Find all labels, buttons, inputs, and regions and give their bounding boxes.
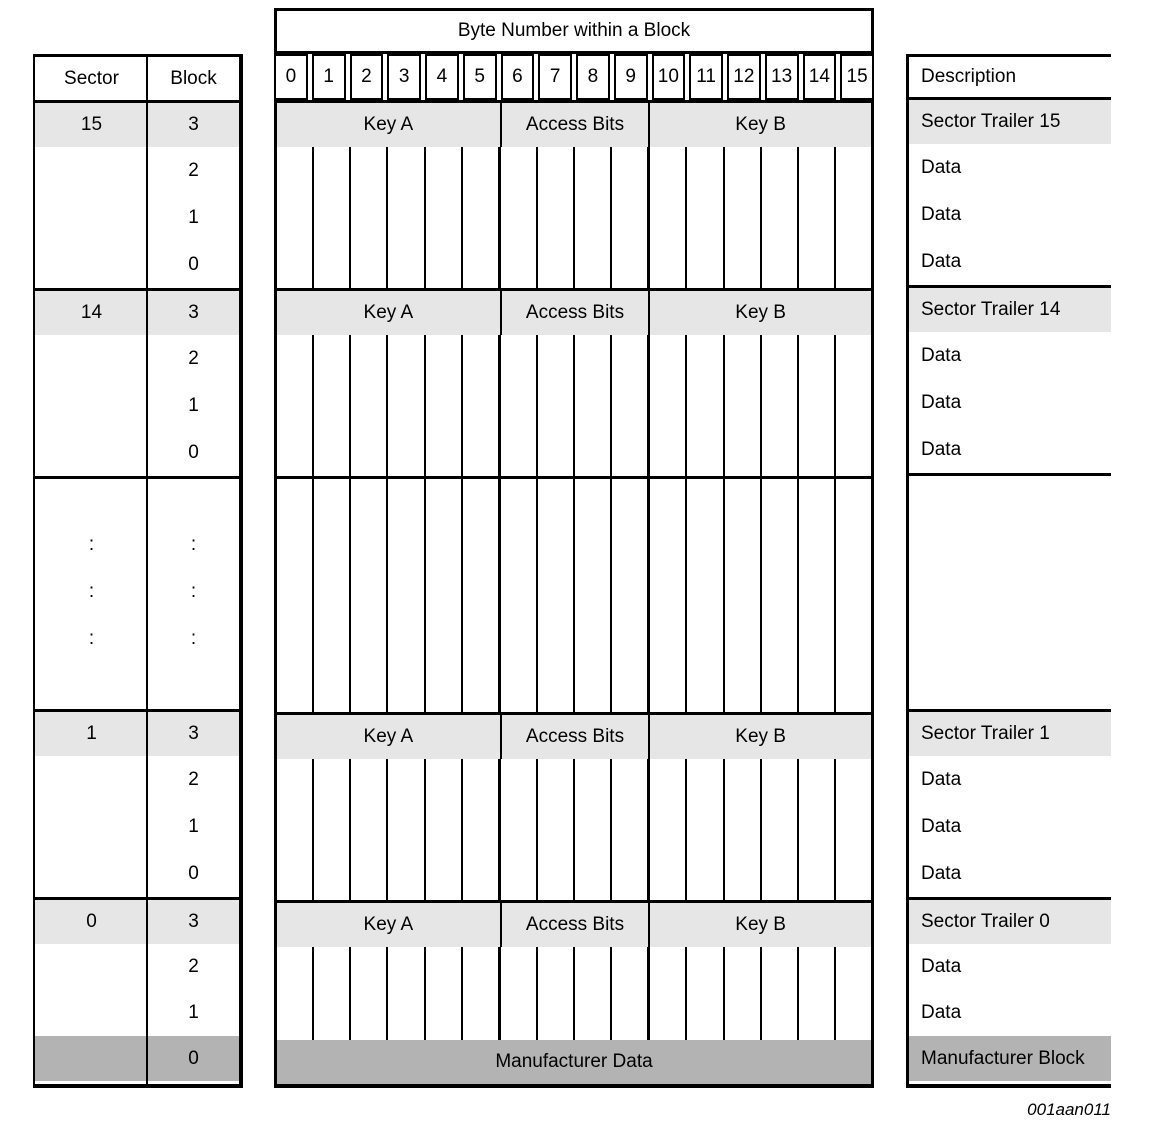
ellipsis: :	[190, 580, 197, 602]
block-row	[35, 147, 239, 194]
description-group-1	[909, 709, 1111, 897]
byte-column	[388, 947, 425, 1040]
byte-column	[538, 335, 575, 476]
byte-column	[612, 335, 650, 476]
byte-cell: 4	[425, 54, 459, 100]
data-label: Data	[921, 815, 962, 837]
key-a-cell: Key A	[363, 114, 414, 135]
byte-column	[277, 479, 314, 712]
data-label: Data	[921, 1002, 962, 1023]
block-number: 0	[188, 1047, 199, 1069]
byte-number-title: Byte Number within a Block	[274, 8, 874, 54]
byte-column	[426, 759, 463, 900]
byte-column	[725, 947, 762, 1040]
block-number: 3	[188, 302, 199, 323]
ellipsis: :	[88, 580, 95, 602]
block-row	[35, 803, 239, 850]
sector-number: 14	[80, 302, 103, 323]
byte-column	[762, 759, 799, 900]
description-group-14	[909, 285, 1111, 473]
byte-column	[687, 479, 724, 712]
sector-trailer-label: Sector Trailer 14	[909, 288, 1111, 332]
byte-column	[836, 479, 871, 712]
byte-column	[762, 147, 799, 288]
block-row	[35, 382, 239, 429]
data-blocks-area	[277, 759, 871, 900]
manufacturer-block-label: Manufacturer Block	[909, 1036, 1111, 1081]
block-row	[35, 850, 239, 897]
byte-column	[538, 479, 575, 712]
sector-trailer-label: Sector Trailer 0	[909, 900, 1111, 944]
byte-column	[463, 335, 501, 476]
byte-column	[463, 479, 501, 712]
byte-cell: 10	[652, 54, 686, 100]
block-row	[35, 241, 239, 288]
sector-number: 15	[80, 114, 103, 135]
sector-number: 1	[86, 723, 97, 744]
byte-column	[575, 947, 612, 1040]
byte-column	[650, 335, 687, 476]
data-label: Data	[921, 768, 962, 790]
byte-cell: 13	[765, 54, 799, 100]
sector-group-0	[35, 897, 239, 1081]
ellipsis: :	[190, 533, 197, 555]
byte-column	[762, 479, 799, 712]
block-number: 2	[188, 768, 199, 790]
byte-column	[501, 147, 538, 288]
byte-column	[612, 947, 650, 1040]
block-column-header: Block	[170, 67, 217, 89]
key-b-cell: Key B	[648, 715, 871, 759]
byte-column	[426, 335, 463, 476]
ellipsis-row	[35, 568, 239, 615]
byte-column	[388, 335, 425, 476]
sector-number: 0	[86, 911, 97, 932]
block-number: 3	[188, 114, 199, 135]
byte-column	[426, 147, 463, 288]
byte-column	[725, 147, 762, 288]
block-row	[35, 194, 239, 241]
sector-column-header: Sector	[64, 67, 119, 89]
byte-column	[575, 479, 612, 712]
byte-cell: 3	[387, 54, 421, 100]
byte-cell: 2	[350, 54, 384, 100]
key-b-cell: Key B	[648, 291, 871, 335]
byte-cell: 15	[840, 54, 874, 100]
byte-column	[277, 759, 314, 900]
figure-id: 001aan011	[1027, 1100, 1111, 1119]
byte-column	[836, 759, 871, 900]
data-label: Data	[921, 203, 962, 225]
byte-cell: 6	[501, 54, 535, 100]
byte-map-ellipsis-section	[277, 476, 871, 712]
manufacturer-data-row: Manufacturer Data	[277, 1040, 871, 1084]
sector-group-15	[35, 100, 239, 288]
byte-column	[426, 479, 463, 712]
byte-column	[501, 479, 538, 712]
data-blocks-area	[277, 335, 871, 476]
byte-column	[314, 947, 351, 1040]
byte-column	[799, 947, 836, 1040]
data-label: Data	[921, 344, 962, 366]
sector-trailer-row	[277, 903, 871, 947]
byte-column	[277, 147, 314, 288]
description-group-0	[909, 897, 1111, 1081]
byte-map-sector-15	[277, 103, 871, 288]
byte-column	[687, 147, 724, 288]
sector-trailer-row	[277, 715, 871, 759]
description-table	[906, 54, 1111, 1088]
description-header: Description	[909, 54, 1111, 97]
byte-column	[538, 947, 575, 1040]
sector-trailer-row	[277, 291, 871, 335]
byte-map-sector-0	[277, 900, 871, 1084]
byte-column	[575, 759, 612, 900]
byte-column	[351, 947, 388, 1040]
byte-column	[388, 479, 425, 712]
block-number: 3	[188, 723, 199, 744]
block-number: 2	[188, 159, 199, 181]
byte-column	[612, 147, 650, 288]
byte-column	[388, 759, 425, 900]
byte-column	[501, 947, 538, 1040]
byte-map-sector-14	[277, 288, 871, 476]
byte-column	[538, 147, 575, 288]
ellipsis: :	[190, 627, 197, 649]
byte-column	[687, 947, 724, 1040]
access-bits-cell: Access Bits	[500, 903, 649, 947]
byte-column	[426, 947, 463, 1040]
data-blocks-area	[277, 479, 871, 712]
block-number: 3	[188, 911, 199, 932]
sector-group-14	[35, 288, 239, 476]
byte-column	[725, 335, 762, 476]
byte-column	[650, 147, 687, 288]
byte-column	[612, 479, 650, 712]
byte-cell: 8	[576, 54, 610, 100]
data-label: Data	[921, 250, 962, 272]
byte-number-header-row	[274, 54, 874, 100]
sector-block-table	[33, 54, 243, 1088]
manufacturer-block-row	[35, 1036, 239, 1081]
sector-trailer-row	[35, 900, 239, 944]
key-b-cell: Key B	[648, 903, 871, 947]
byte-column	[463, 759, 501, 900]
byte-column	[575, 147, 612, 288]
key-b-cell: Key B	[648, 103, 871, 147]
sector-group-1	[35, 709, 239, 897]
block-row	[35, 429, 239, 476]
sector-trailer-label: Sector Trailer 1	[909, 712, 1111, 756]
ellipsis-row	[35, 615, 239, 662]
byte-cell: 1	[312, 54, 346, 100]
byte-column	[314, 479, 351, 712]
block-number: 1	[188, 206, 199, 228]
byte-column	[575, 335, 612, 476]
byte-column	[799, 147, 836, 288]
byte-column	[799, 335, 836, 476]
byte-column	[762, 947, 799, 1040]
byte-column	[836, 335, 871, 476]
byte-column	[314, 759, 351, 900]
ellipsis: :	[88, 627, 95, 649]
byte-cell: 14	[803, 54, 837, 100]
key-a-cell: Key A	[363, 914, 414, 935]
ellipsis: :	[88, 533, 95, 555]
byte-column	[351, 479, 388, 712]
byte-column	[538, 759, 575, 900]
block-number: 2	[188, 956, 199, 977]
byte-column	[463, 147, 501, 288]
block-row	[35, 756, 239, 803]
byte-column	[687, 335, 724, 476]
byte-column	[612, 759, 650, 900]
byte-column	[650, 479, 687, 712]
byte-cell: 7	[538, 54, 572, 100]
data-label: Data	[921, 862, 962, 884]
byte-cell: 12	[727, 54, 761, 100]
data-label: Data	[921, 156, 962, 178]
data-label: Data	[921, 438, 962, 460]
data-blocks-area	[277, 947, 871, 1040]
byte-column	[836, 147, 871, 288]
byte-cell: 0	[274, 54, 308, 100]
block-row	[35, 990, 239, 1036]
sector-trailer-row	[35, 103, 239, 147]
byte-column	[799, 479, 836, 712]
byte-column	[725, 759, 762, 900]
data-label: Data	[921, 391, 962, 413]
byte-cell: 11	[689, 54, 723, 100]
data-label: Data	[921, 956, 962, 977]
access-bits-cell: Access Bits	[500, 103, 649, 147]
block-number: 1	[188, 1002, 199, 1023]
access-bits-cell: Access Bits	[500, 291, 649, 335]
byte-column	[314, 335, 351, 476]
block-row	[35, 335, 239, 382]
byte-column	[314, 147, 351, 288]
byte-column	[799, 759, 836, 900]
ellipsis-row	[35, 521, 239, 568]
column-divider	[146, 54, 148, 1084]
byte-column	[388, 147, 425, 288]
description-group-15	[909, 97, 1111, 285]
byte-column	[687, 759, 724, 900]
byte-column	[650, 947, 687, 1040]
byte-column	[277, 335, 314, 476]
block-number: 1	[188, 815, 199, 837]
block-number: 0	[188, 441, 199, 463]
data-blocks-area	[277, 147, 871, 288]
access-bits-cell: Access Bits	[500, 715, 649, 759]
block-number: 0	[188, 862, 199, 884]
ellipsis-section	[35, 476, 239, 709]
byte-column	[463, 947, 501, 1040]
sector-trailer-label: Sector Trailer 15	[909, 100, 1111, 144]
byte-cell: 5	[463, 54, 497, 100]
key-a-cell: Key A	[363, 726, 414, 747]
block-number: 0	[188, 253, 199, 275]
byte-column	[351, 147, 388, 288]
block-number: 2	[188, 347, 199, 369]
sector-trailer-row	[277, 103, 871, 147]
byte-column	[836, 947, 871, 1040]
byte-column	[351, 335, 388, 476]
byte-column	[650, 759, 687, 900]
byte-column	[351, 759, 388, 900]
sector-trailer-row	[35, 712, 239, 756]
byte-column	[762, 335, 799, 476]
byte-map-body	[274, 100, 874, 1088]
block-row	[35, 944, 239, 990]
byte-column	[501, 335, 538, 476]
key-a-cell: Key A	[363, 302, 414, 323]
byte-column	[725, 479, 762, 712]
byte-column	[501, 759, 538, 900]
description-ellipsis-section	[909, 473, 1111, 709]
block-number: 1	[188, 394, 199, 416]
byte-map-sector-1	[277, 712, 871, 900]
byte-cell: 9	[614, 54, 648, 100]
sector-trailer-row	[35, 291, 239, 335]
sector-block-header-row	[35, 54, 239, 100]
byte-column	[277, 947, 314, 1040]
